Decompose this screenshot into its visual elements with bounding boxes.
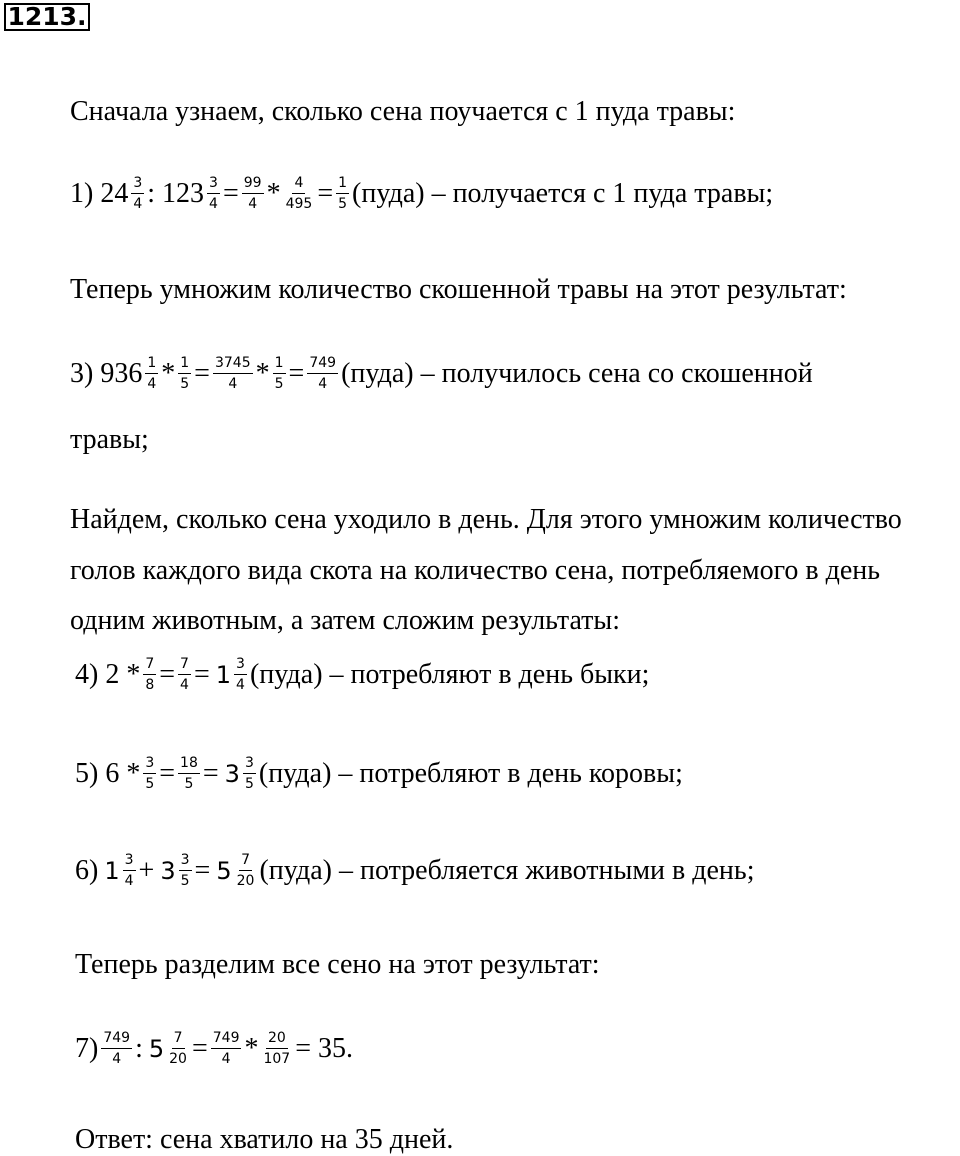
step-3-comment-continued: травы; — [70, 424, 149, 455]
fraction-numerator: 7 — [143, 656, 156, 675]
step-3-label: 3) 936 — [70, 357, 143, 389]
fraction — [273, 355, 286, 392]
fraction-denominator: 107 — [263, 1051, 291, 1067]
step-4-comment: (пуда) – потребляют в день быки; — [249, 658, 650, 690]
fraction — [101, 1030, 132, 1067]
intro-text: Сначала узнаем, сколько сена поучается с 1 пуда травы: — [70, 96, 736, 127]
paragraph-4: Теперь разделим все сено на этот результат: — [75, 949, 600, 980]
fraction-denominator: 495 — [285, 196, 313, 212]
fraction — [207, 175, 220, 212]
paragraph-2: Теперь умножим количество скошенной травы на этот результат: — [70, 274, 847, 305]
fraction-numerator: 1 — [273, 355, 286, 374]
step-6-equation — [75, 852, 754, 889]
fraction-numerator: 7 — [178, 656, 191, 675]
fraction — [284, 175, 315, 212]
fraction-denominator: 5 — [338, 196, 348, 212]
fraction — [178, 656, 191, 693]
fraction — [143, 755, 156, 792]
fraction-numerator: 3 — [179, 852, 192, 871]
fraction — [178, 355, 191, 392]
equals-sign: = — [159, 658, 176, 690]
fraction-denominator: 5 — [274, 376, 284, 392]
fraction — [243, 755, 256, 792]
fraction-numerator: 749 — [101, 1030, 132, 1049]
fraction-numerator: 3 — [207, 175, 220, 194]
step-3-equation — [70, 355, 813, 392]
fraction-numerator: 3745 — [213, 355, 253, 374]
fraction-denominator: 4 — [236, 677, 245, 693]
fraction — [307, 355, 338, 392]
fraction-denominator: 5 — [180, 376, 190, 392]
step-3-comment: (пуда) – получилось сена со скошенной — [341, 357, 813, 389]
operator: * — [244, 1032, 259, 1064]
fraction-denominator: 4 — [133, 196, 143, 212]
operator: : 123 — [147, 177, 205, 209]
paragraph-3-line-3: одним животным, а затем сложим результаты: — [70, 605, 620, 636]
fraction-numerator: 1 — [178, 355, 191, 374]
step-5-equation — [75, 755, 683, 792]
step-5-comment: (пуда) – потребляют в день коровы; — [258, 757, 683, 789]
equals-sign: = — [288, 357, 305, 389]
whole-part: 1 — [215, 660, 232, 689]
step-6-comment: (пуда) – потребляется животными в день; — [259, 854, 755, 886]
fraction — [235, 852, 257, 889]
fraction — [143, 656, 156, 693]
fraction-denominator: 8 — [145, 677, 155, 693]
fraction-denominator: 4 — [209, 196, 218, 212]
fraction — [131, 175, 144, 212]
result: = 35. — [295, 1032, 354, 1064]
equals-sign: = — [159, 757, 176, 789]
fraction-denominator: 20 — [169, 1051, 187, 1067]
fraction-denominator: 5 — [184, 776, 194, 792]
operator: : — [135, 1032, 143, 1064]
fraction-numerator: 749 — [211, 1030, 242, 1049]
fraction-numerator: 7 — [172, 1030, 185, 1049]
equals-sign: = — [193, 658, 210, 690]
fraction — [213, 355, 253, 392]
step-1-comment: (пуда) – получается с 1 пуда травы; — [352, 177, 774, 209]
fraction-numerator: 3 — [243, 755, 256, 774]
step-4-label: 4) 2 * — [75, 658, 141, 690]
fraction-denominator: 20 — [236, 873, 255, 889]
fraction-denominator: 5 — [180, 873, 190, 889]
fraction-denominator: 4 — [112, 1051, 122, 1067]
answer-text: Ответ: сена хватило на 35 дней. — [75, 1124, 454, 1155]
whole-part: 3 — [224, 759, 240, 788]
fraction — [145, 355, 158, 392]
fraction — [234, 656, 247, 693]
fraction — [242, 175, 264, 212]
step-7-label: 7) — [75, 1032, 99, 1064]
equals-sign: = — [202, 757, 219, 789]
fraction-denominator: 4 — [228, 376, 238, 392]
fraction-denominator: 4 — [147, 376, 157, 392]
step-4-equation — [75, 656, 649, 693]
fraction-numerator: 7 — [239, 852, 252, 871]
equals-sign: = — [194, 357, 210, 389]
fraction-numerator: 3 — [123, 852, 136, 871]
fraction-numerator: 20 — [266, 1030, 288, 1049]
fraction — [178, 755, 200, 792]
fraction — [336, 175, 349, 212]
fraction-numerator: 1 — [336, 175, 349, 194]
fraction-numerator: 18 — [178, 755, 200, 774]
whole-part: 5 — [148, 1034, 165, 1063]
step-5-label: 5) 6 * — [75, 757, 141, 789]
fraction-denominator: 4 — [221, 1051, 231, 1067]
fraction-denominator: 4 — [248, 196, 258, 212]
fraction-denominator: 4 — [124, 873, 134, 889]
paragraph-3-line-1: Найдем, сколько сена уходило в день. Для этого умножим количество — [70, 504, 902, 535]
fraction-denominator: 4 — [180, 677, 189, 693]
step-1-label: 1) 24 — [70, 177, 129, 209]
operator: * — [161, 357, 176, 389]
step-1-equation — [70, 175, 773, 212]
paragraph-3-line-2: голов каждого вида скота на количество сена, потребляемого в день — [70, 555, 881, 586]
equals-sign: = — [317, 177, 334, 209]
operator: * — [255, 357, 270, 389]
fraction — [211, 1030, 242, 1067]
fraction-numerator: 1 — [145, 355, 158, 374]
fraction-denominator: 5 — [244, 776, 254, 792]
fraction — [179, 852, 192, 889]
fraction — [167, 1030, 189, 1067]
whole-part: 3 — [160, 856, 176, 885]
fraction-denominator: 4 — [318, 376, 328, 392]
fraction — [123, 852, 136, 889]
operator: * — [266, 177, 281, 209]
whole-part: 1 — [104, 856, 120, 885]
plus-sign: + — [138, 854, 155, 886]
whole-part: 5 — [216, 856, 232, 885]
step-6-label: 6) — [75, 854, 99, 886]
fraction-numerator: 99 — [242, 175, 264, 194]
problem-number: 1213. — [4, 3, 90, 31]
fraction-numerator: 4 — [292, 175, 305, 194]
fraction-numerator: 3 — [143, 755, 156, 774]
equals-sign: = — [194, 854, 211, 886]
fraction — [261, 1030, 292, 1067]
fraction-numerator: 749 — [307, 355, 338, 374]
fraction-numerator: 3 — [131, 175, 144, 194]
step-7-equation — [75, 1030, 353, 1067]
fraction-numerator: 3 — [234, 656, 247, 675]
fraction-denominator: 5 — [145, 776, 155, 792]
equals-sign: = — [222, 177, 239, 209]
equals-sign: = — [191, 1032, 208, 1064]
